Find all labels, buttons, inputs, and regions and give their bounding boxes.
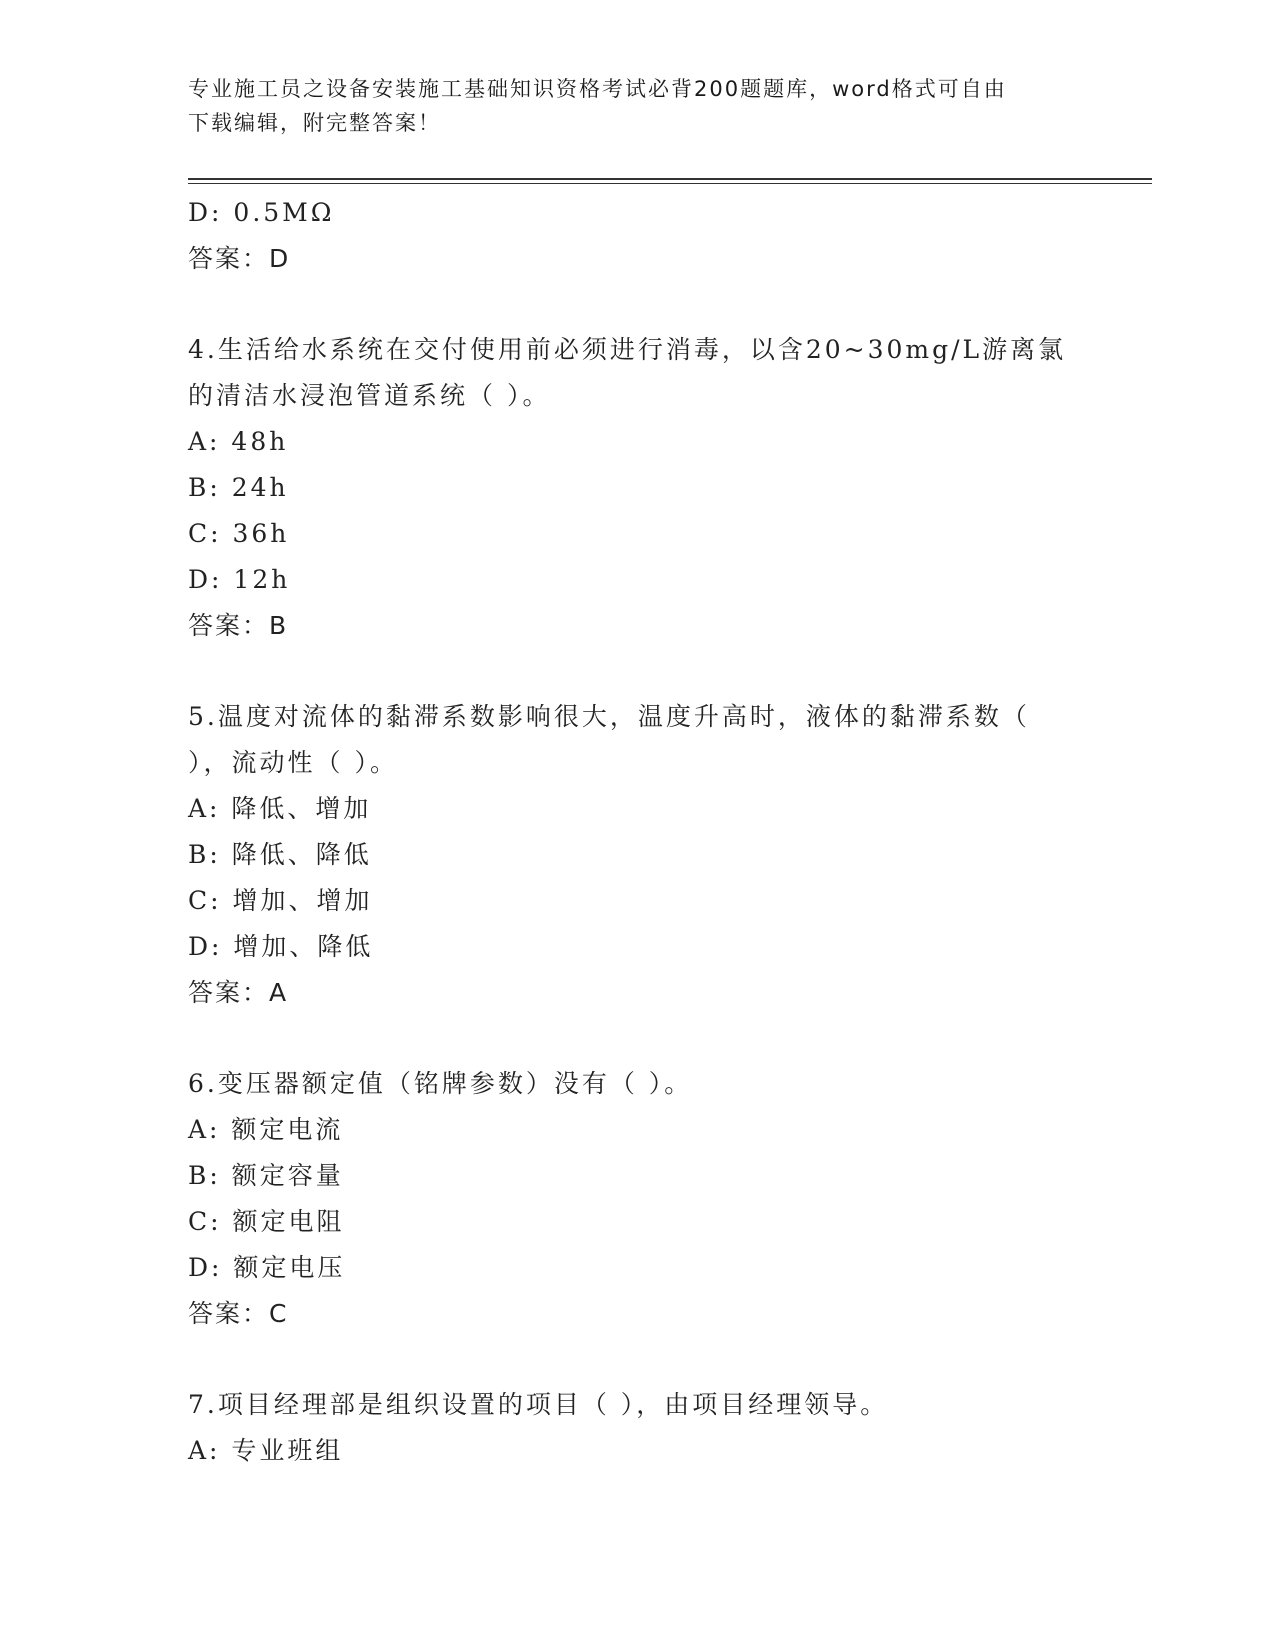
answer-line: 答案：A — [188, 978, 289, 1007]
spacer — [188, 1337, 1068, 1382]
option-b: B: 24h — [188, 473, 289, 502]
question-5 — [188, 694, 1068, 1016]
option-a: A: 额定电流 — [188, 1115, 344, 1144]
question-text-line-2: ），流动性（ ）。 — [188, 748, 398, 777]
spacer — [188, 282, 1068, 327]
header-divider-thin — [188, 183, 1152, 184]
option-c: C: 额定电阻 — [188, 1207, 345, 1236]
question-text-line-1: 4.生活给水系统在交付使用前必须进行消毒，以含20~30mg/L游离氯 — [188, 335, 1067, 364]
option-d: D: 增加、降低 — [188, 932, 374, 961]
header-divider-thick — [188, 178, 1152, 180]
option-d: D: 0.5MΩ — [188, 198, 335, 227]
header-title-line-1: 专业施工员之设备安装施工基础知识资格考试必背200题题库，word格式可自由 — [188, 77, 1007, 101]
option-a: A: 48h — [188, 427, 289, 456]
spacer — [188, 649, 1068, 694]
document-body — [188, 190, 1068, 1474]
question-4 — [188, 327, 1068, 649]
option-c: C: 增加、增加 — [188, 886, 373, 915]
option-a: A: 专业班组 — [188, 1436, 344, 1465]
question-text-line-1: 6.变压器额定值（铭牌参数）没有（ ）。 — [188, 1069, 693, 1098]
option-c: C: 36h — [188, 519, 290, 548]
option-d: D: 12h — [188, 565, 291, 594]
option-b: B: 降低、降低 — [188, 840, 372, 869]
option-a: A: 降低、增加 — [188, 794, 372, 823]
question-3-fragment — [188, 190, 1068, 282]
option-b: B: 额定容量 — [188, 1161, 344, 1190]
answer-line: 答案：B — [188, 611, 289, 640]
option-d: D: 额定电压 — [188, 1253, 346, 1282]
question-6 — [188, 1061, 1068, 1337]
question-text-line-1: 7.项目经理部是组织设置的项目（ ），由项目经理领导。 — [188, 1390, 889, 1419]
question-7 — [188, 1382, 1068, 1474]
question-text-line-2: 的清洁水浸泡管道系统（ ）。 — [188, 381, 551, 410]
answer-line: 答案：C — [188, 1299, 289, 1328]
header-title-line-2: 下载编辑，附完整答案！ — [188, 111, 441, 135]
spacer — [188, 1016, 1068, 1061]
answer-line: 答案：D — [188, 244, 291, 273]
question-text-line-1: 5.温度对流体的黏滞系数影响很大，温度升高时，液体的黏滞系数（ — [188, 702, 1030, 731]
document-header — [188, 72, 1068, 140]
